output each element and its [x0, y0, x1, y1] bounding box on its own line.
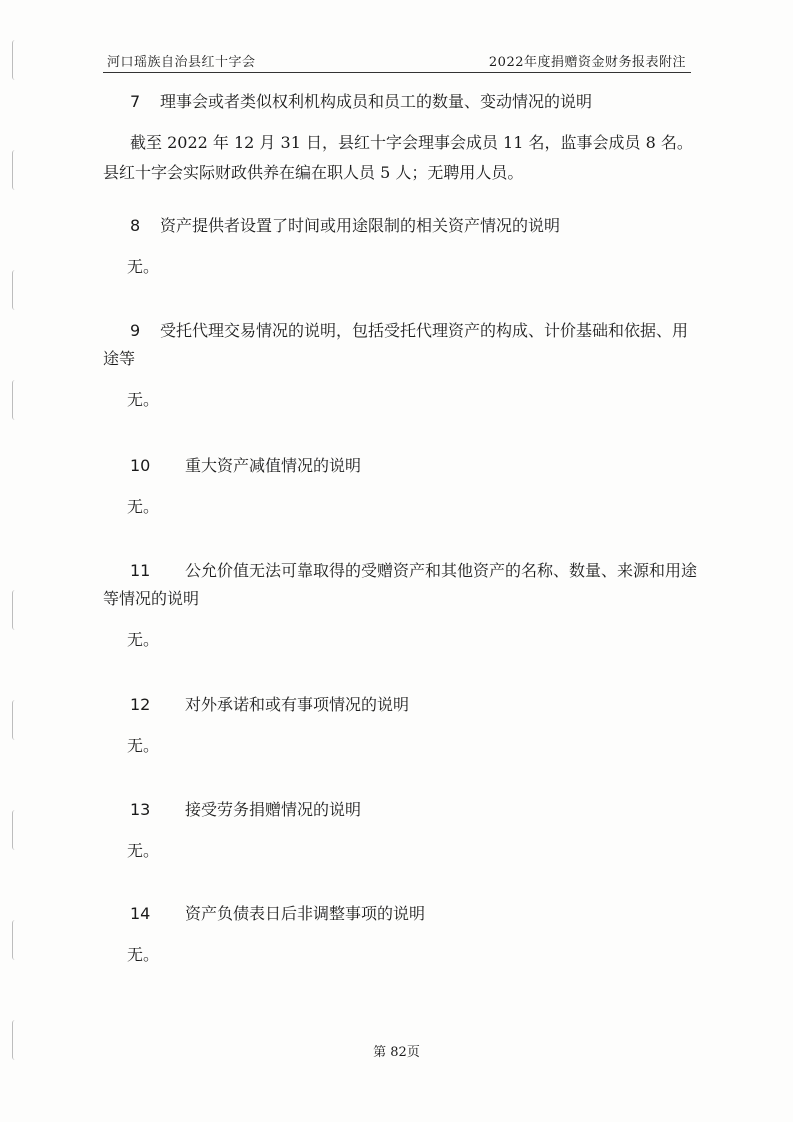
- section-body: 无。: [127, 630, 160, 649]
- section-heading: [103, 900, 703, 928]
- section-title: 资产负债表日后非调整事项的说明: [185, 904, 426, 923]
- section-number: 12: [130, 695, 151, 714]
- section-body: 无。: [127, 257, 160, 276]
- binder-hole-mark: [12, 700, 19, 740]
- page-number: 第 82页: [373, 1045, 420, 1060]
- binder-hole-mark: [12, 920, 19, 960]
- header-organization: 河口瑶族自治县红十字会: [107, 55, 256, 70]
- section-11: [103, 557, 703, 650]
- section-body: 无。: [127, 945, 160, 964]
- section-body: 无。: [127, 736, 160, 755]
- section-heading: [103, 317, 703, 373]
- section-number: 8: [130, 216, 141, 235]
- section-number: 10: [130, 456, 151, 475]
- section-10: [103, 452, 703, 517]
- section-title: 公允价值无法可靠取得的受赠资产和其他资产的名称、数量、来源和用途等情况的说明: [103, 561, 698, 608]
- section-12: [103, 691, 703, 756]
- section-heading: [103, 796, 703, 824]
- binder-hole-mark: [12, 380, 19, 420]
- section-body: 截至 2022 年 12 月 31 日，县红十字会理事会成员 11 名，监事会成员 8 名。县红十字会实际财政供养在编在职人员 5 人；无聘用人员。: [103, 133, 693, 182]
- section-heading: [103, 452, 703, 480]
- section-title: 重大资产减值情况的说明: [185, 456, 362, 475]
- binder-hole-mark: [12, 810, 19, 850]
- section-body: 无。: [127, 841, 160, 860]
- section-title: 理事会或者类似权利机构成员和员工的数量、变动情况的说明: [160, 92, 593, 111]
- section-number: 7: [130, 92, 141, 111]
- section-title: 资产提供者设置了时间或用途限制的相关资产情况的说明: [160, 216, 561, 235]
- binder-hole-mark: [12, 270, 19, 310]
- section-title: 对外承诺和或有事项情况的说明: [185, 695, 410, 714]
- header-document-title: 2022年度捐赠资金财务报表附注: [488, 55, 686, 70]
- section-heading: [103, 88, 703, 116]
- section-body: 无。: [127, 497, 160, 516]
- section-body: 无。: [127, 390, 160, 409]
- section-heading: [103, 212, 703, 240]
- header-divider: [103, 72, 691, 73]
- section-14: [103, 900, 703, 965]
- binder-hole-mark: [12, 40, 19, 80]
- section-heading: [103, 691, 703, 719]
- section-title: 接受劳务捐赠情况的说明: [185, 800, 362, 819]
- section-title: 受托代理交易情况的说明，包括受托代理资产的构成、计价基础和依据、用途等: [103, 321, 689, 368]
- section-heading: [103, 557, 703, 613]
- binder-hole-mark: [12, 590, 19, 630]
- section-7: [103, 88, 703, 188]
- section-13: [103, 796, 703, 861]
- binder-hole-mark: [12, 150, 19, 190]
- section-8: [103, 212, 703, 277]
- section-number: 13: [130, 800, 151, 819]
- section-number: 9: [130, 321, 141, 340]
- section-number: 14: [130, 904, 151, 923]
- section-9: [103, 317, 703, 410]
- section-number: 11: [130, 561, 151, 580]
